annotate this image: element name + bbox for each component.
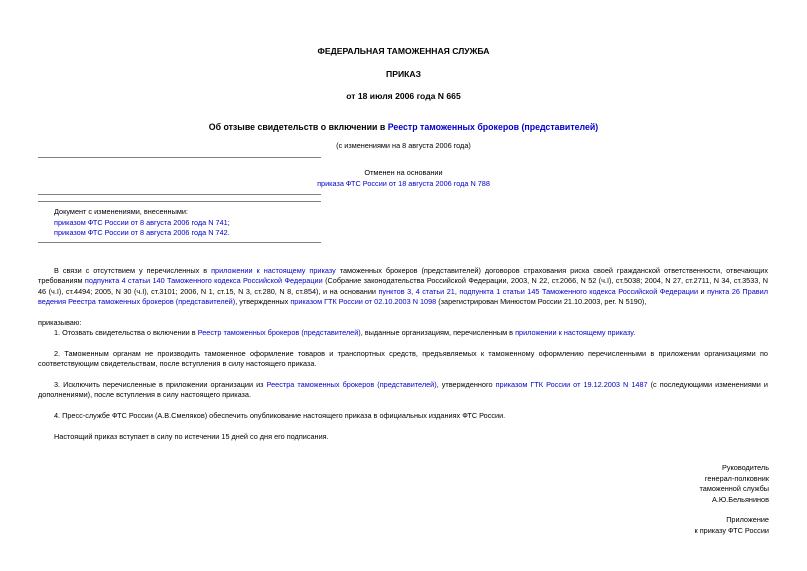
amendment-item: приказом ФТС России от 8 августа 2006 года N 741; xyxy=(54,217,230,227)
amendment-link-741[interactable]: приказом ФТС России от 8 августа 2006 года N 741 xyxy=(54,217,228,227)
body-paragraph-1: 1. Отозвать свидетельства о включении в Реестр таможенных брокеров (представителей), выданные организациям, перечисленным в приложении к настоящему приказу. xyxy=(54,328,636,337)
signature-line: Руководитель xyxy=(721,463,769,472)
appendix-link[interactable]: приложении к настоящему приказу xyxy=(211,266,336,275)
amendments-block xyxy=(54,207,230,239)
signature-line: А.Ю.Бельянинов xyxy=(712,494,769,504)
registry-link-2[interactable]: Реестра таможенных брокеров (представителей) xyxy=(266,380,437,389)
body-paragraph-4: 4. Пресс-службе ФТС России (А.В.Смеляков) обеспечить опубликование настоящего приказа в официальных изданиях ФТС России. xyxy=(54,411,506,420)
appendix-line: Приложение xyxy=(726,515,769,524)
amendments-intro: Документ с изменениями, внесенными: xyxy=(54,207,188,216)
amendment-link-742[interactable]: приказом ФТС России от 8 августа 2006 года N 742 xyxy=(54,228,228,238)
appendix-block xyxy=(694,515,769,536)
gtk-order-1098-link[interactable]: приказом ГТК России от 02.10.2003 N 1098 xyxy=(290,297,437,307)
header-agency: ФЕДЕРАЛЬНАЯ ТАМОЖЕННАЯ СЛУЖБА xyxy=(317,46,490,56)
cancelled-basis xyxy=(0,179,807,189)
signature-line: генерал-полковник xyxy=(704,473,769,483)
order-word: приказываю: xyxy=(38,318,82,327)
gtk-order-1487-link[interactable]: приказом ГТК России от 19.12.2003 N 1487 xyxy=(495,380,648,389)
document-title xyxy=(0,122,807,132)
cancelled-label: Отменен на основании xyxy=(364,168,443,177)
cancelled-order-link[interactable]: приказа ФТС России от 18 августа 2006 года N 788 xyxy=(317,179,490,188)
divider-2 xyxy=(38,194,321,195)
body-paragraph-preamble: В связи с отсутствием у перечисленных в приложении к настоящему приказу таможенных брокеров (представителей) договоров страхования риска своей гражданской ответственности, отвечающих требованиям подпункта 4 статьи 140 Таможенного кодекса Российской Федерации (Собрание законодательства Российской Федерации, 2003, N 22, ст.2066, N 52 (ч.I), ст.5038; 2004, N 27, ст.2711, N 34, ст.3533, N 46 (ч.I), ст.4494; 2005, N 30 (ч.I), ст.3101; 2006, N 1, ст.15, N 3, ст.280, N 8, ст.854), и на основании пунктов 3, 4 статьи 21, подпункта 1 статьи 145 Таможенного кодекса Российской Федерации и пункта 26 Правил ведения Реестра таможенных брокеров (представителей), утвержденных приказом ГТК России от 02.10.2003 N 1098 (зарегистрирован Минюстом России 21.10.2003, рег. N 5190), xyxy=(38,266,769,307)
signature-block xyxy=(700,463,770,505)
title-registry-link[interactable]: Реестр таможенных брокеров (представителей) xyxy=(387,122,599,132)
signature-line: таможенной службы xyxy=(699,484,769,494)
article-21-link[interactable]: пунктов 3, 4 статьи 21 xyxy=(378,286,455,296)
customs-code-140-link[interactable]: подпункта 4 статьи 140 Таможенного кодекса Российской Федерации xyxy=(84,276,323,286)
header-date-number: от 18 июля 2006 года N 665 xyxy=(346,91,461,101)
divider-4 xyxy=(38,242,321,243)
divider-3 xyxy=(38,201,321,202)
changes-note: (с изменениями на 8 августа 2006 года) xyxy=(336,141,471,150)
title-prefix: Об отзыве свидетельств о включении в xyxy=(208,122,388,132)
registry-link[interactable]: Реестр таможенных брокеров (представителей) xyxy=(197,328,361,337)
divider-1 xyxy=(38,157,321,158)
header-doc-type: ПРИКАЗ xyxy=(386,69,421,79)
body-paragraph-2: 2. Таможенным органам не производить таможенное оформление товаров и транспортных средств, предъявляемых к таможенному оформлению перечисленными в приложении организациями по соответствующим свидетельствам, после вступления в силу настоящего приказа. xyxy=(38,349,768,369)
registry-rules-link[interactable]: пункта 26 Правил ведения Реестра таможенных брокеров (представителей) xyxy=(38,286,769,307)
appendix-link-2[interactable]: приложении к настоящему приказу xyxy=(515,328,634,337)
body-paragraph-5: Настоящий приказ вступает в силу по истечении 15 дней со дня его подписания. xyxy=(54,432,329,441)
appendix-line: к приказу ФТС России xyxy=(694,525,769,535)
customs-code-145-link[interactable]: подпункта 1 статьи 145 Таможенного кодекса Российской Федерации xyxy=(459,286,699,296)
amendment-item: приказом ФТС России от 8 августа 2006 года N 742. xyxy=(54,228,230,238)
body-paragraph-3: 3. Исключить перечисленные в приложении организации из Реестра таможенных брокеров (представителей), утвержденного приказом ГТК России от 19.12.2003 N 1487 (с последующими изменениями и дополнениями), после вступления в силу настоящего приказа. xyxy=(38,380,768,400)
